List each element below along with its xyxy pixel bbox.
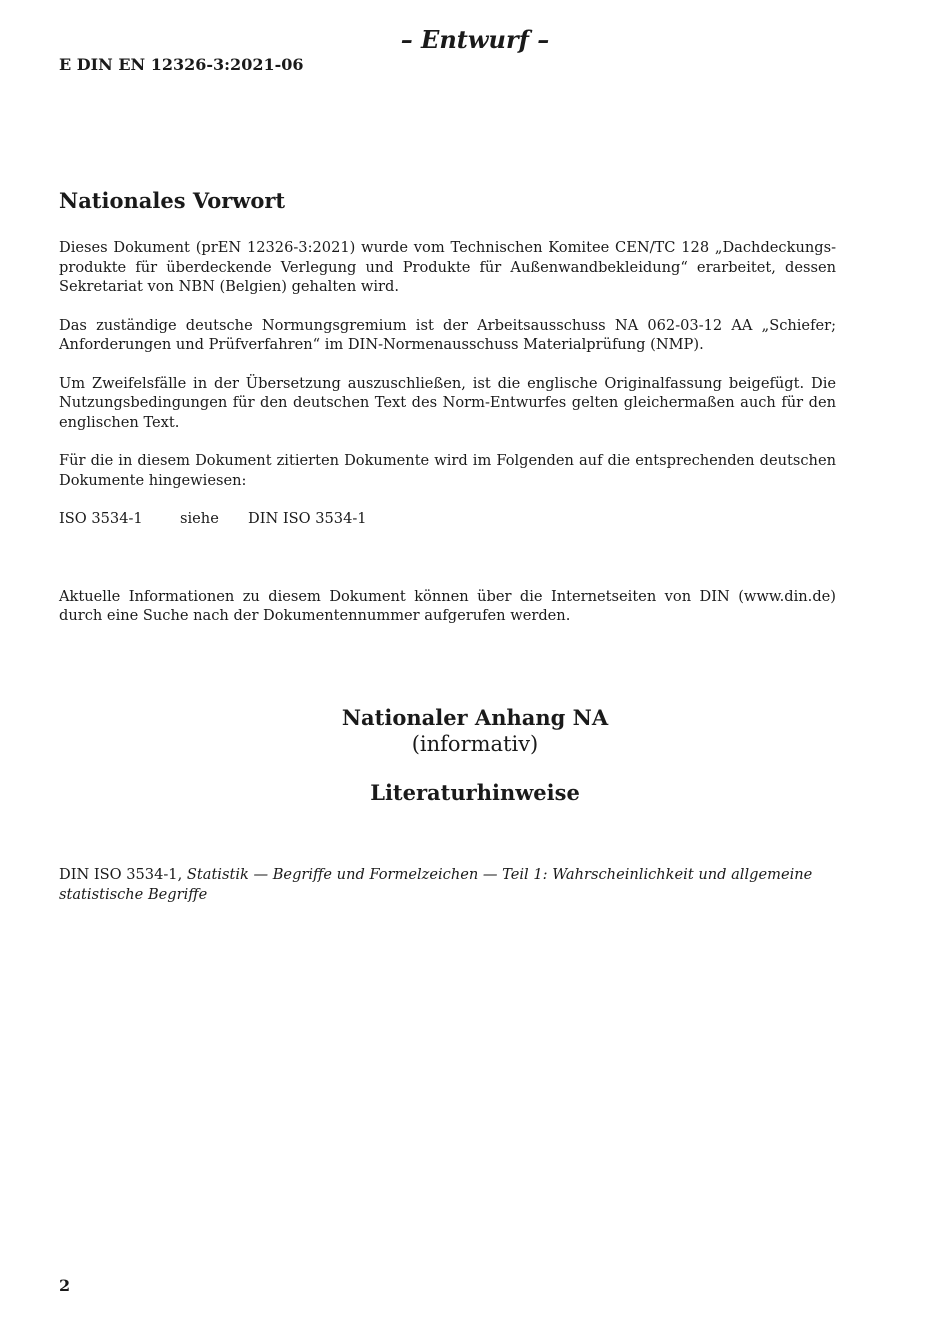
national-foreword-section — [59, 186, 836, 645]
bibliography-entry — [59, 865, 836, 904]
draft-label: – Entwurf – — [400, 25, 550, 54]
paragraph-translation: Um Zweifelsfälle in der Übersetzung auszuschließen, ist die englische Originalfassung beigefügt. Die Nutzungsbedingungen für den deutschen Text des Norm-Entwurfes gelten gleichermaßen auch für den englischen Text. — [59, 374, 836, 431]
bibliography-entry-id: DIN ISO 3534-1, — [59, 866, 187, 883]
reference-relation: siehe — [180, 510, 219, 527]
reference-source: ISO 3534-1 — [59, 510, 143, 527]
section-heading: Nationales Vorwort — [59, 188, 286, 213]
paragraph-references-intro: Für die in diesem Dokument zitierten Dokumente wird im Folgenden auf die entsprechenden deutschen Dokumente hingewiesen: — [59, 452, 836, 489]
page-number: 2 — [59, 1276, 71, 1295]
paragraph-standards-body: Das zuständige deutsche Normungsgremium ist der Arbeitsausschuss NA 062-03-12 AA „Schiefer; Anforderungen und Prüfverfahren“ im DIN-Normenausschuss Materialprüfung (NMP). — [59, 316, 836, 353]
literature-heading: Literaturhinweise — [370, 780, 580, 805]
bibliography-entry-title: Statistik — Begriffe und Formelzeichen — Teil 1: Wahrscheinlichkeit und allgemeine statistische Begriffe — [59, 866, 813, 903]
reference-target: DIN ISO 3534-1 — [248, 510, 367, 527]
national-annex — [0, 704, 950, 806]
paragraph-online-info: Aktuelle Informationen zu diesem Dokument können über die Internetseiten von DIN (www.din.de) durch eine Suche nach der Dokumentennummer aufgerufen werden. — [59, 587, 836, 624]
paragraph-committee: Dieses Dokument (prEN 12326-3:2021) wurde vom Technischen Komitee CEN/TC 128 „Dachdeckungs-produkte für überdeckende Verlegung und Produkte für Außenwandbekleidung“ erarbeitet, dessen Sekretariat von NBN (Belgien) gehalten wird. — [59, 239, 836, 295]
annex-subtitle: (informativ) — [411, 732, 539, 756]
reference-row — [59, 509, 836, 529]
document-id: E DIN EN 12326-3:2021-06 — [59, 55, 304, 74]
annex-title: Nationaler Anhang NA — [341, 705, 609, 730]
